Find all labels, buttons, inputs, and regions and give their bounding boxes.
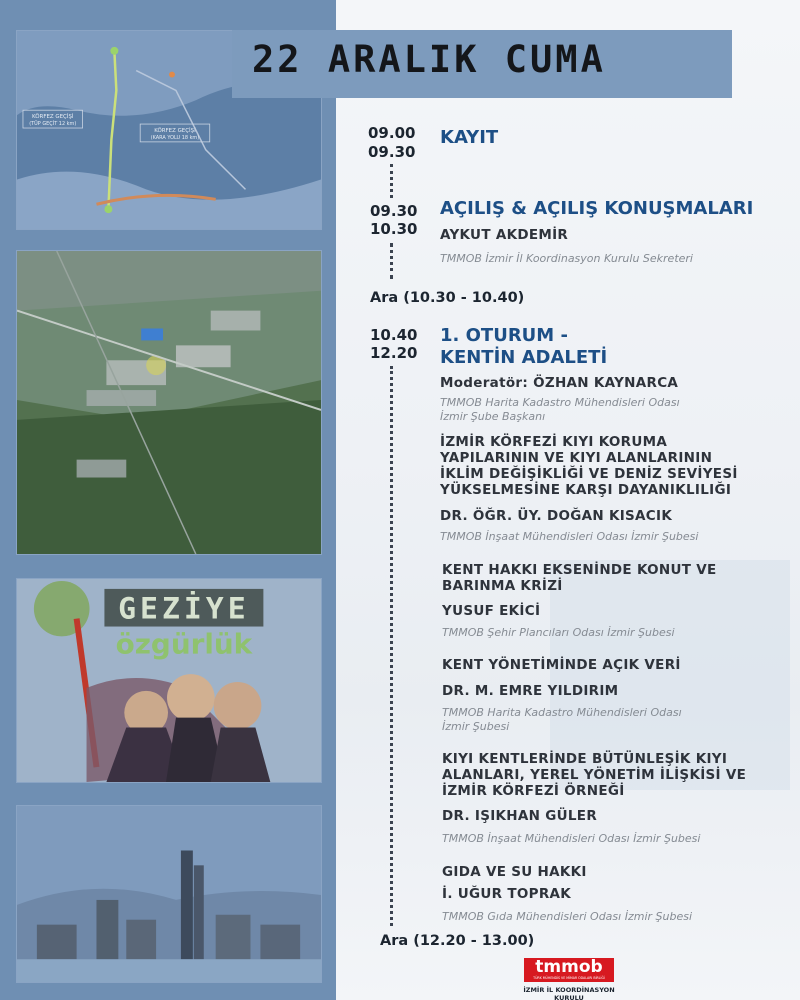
tmmob-logo-caption: İZMİR İL KOORDİNASYON KURULU [523, 986, 615, 1000]
break-1: Ara (10.30 - 10.40) [370, 290, 525, 306]
opening-end-time: 10.30 [370, 220, 418, 238]
talk-1-speaker: DR. ÖĞR. ÜY. DOĞAN KISACIK [440, 508, 673, 524]
session-title-line-1: 1. OTURUM - [440, 325, 568, 346]
talk-4-org: TMMOB İnşaat Mühendisleri Odası İzmir Şubesi [442, 832, 701, 845]
geziye-ozgurluk-poster-image [16, 578, 322, 783]
session-end-time: 12.20 [370, 344, 418, 362]
opening-speaker-org: TMMOB İzmir İl Koordinasyon Kurulu Sekreteri [440, 252, 693, 265]
talk-1-topic-line: İZMİR KÖRFEZİ KIYI KORUMA [440, 434, 668, 450]
timeline-connector [390, 366, 393, 926]
moderator-org-line-2: İzmir Şube Başkanı [440, 410, 546, 423]
map-label-tunnel: KÖRFEZ GEÇİŞİ [32, 114, 74, 121]
map-label-tunnel-length: (TÜP GEÇİT 12 km) [29, 121, 77, 128]
map-label-road: KÖRFEZ GEÇİŞİ [154, 127, 196, 134]
talk-4-topic-line: ALANLARI, YEREL YÖNETİM İLİŞKİSİ VE [442, 767, 747, 783]
talk-4-speaker: DR. IŞIKHAN GÜLER [442, 808, 598, 824]
talk-3-speaker: DR. M. EMRE YILDIRIM [442, 683, 619, 699]
aerial-campus-image [16, 250, 322, 555]
talk-4-topic-line: İZMİR KÖRFEZİ ÖRNEĞİ [442, 783, 625, 799]
talk-2-speaker: YUSUF EKİCİ [442, 603, 541, 619]
session-title-line-2: KENTİN ADALETİ [440, 347, 608, 368]
opening-speaker: AYKUT AKDEMİR [440, 227, 569, 243]
poster-text-geziye: GEZİYE [118, 591, 250, 627]
moderator: Moderatör: ÖZHAN KAYNARCA [440, 375, 679, 391]
talk-5-org: TMMOB Gıda Mühendisleri Odası İzmir Şubesi [442, 910, 693, 923]
timeline-connector [390, 164, 393, 198]
poster-text-ozgurluk: özgürlük [115, 627, 253, 661]
talk-1-topic-line: YAPILARININ VE KIYI ALANLARININ [440, 450, 713, 466]
talk-5-speaker: İ. UĞUR TOPRAK [442, 886, 572, 902]
kayit-heading: KAYIT [440, 127, 499, 148]
break-2: Ara (12.20 - 13.00) [380, 933, 535, 949]
kayit-start-time: 09.00 [368, 124, 416, 142]
opening-start-time: 09.30 [370, 202, 418, 220]
moderator-org-line-1: TMMOB Harita Kadastro Mühendisleri Odası [440, 396, 680, 409]
kayit-end-time: 09.30 [368, 143, 416, 161]
talk-1-topic-line: YÜKSELMESİNE KARŞI DAYANIKLILIĞI [440, 482, 732, 498]
talk-3-topic-line: KENT YÖNETİMİNDE AÇIK VERİ [442, 657, 681, 673]
tmmob-logo-subtext: TÜRK MÜHENDİS VE MİMAR ODALARI BİRLİĞİ [533, 976, 605, 980]
map-label-road-length: (KARA YOLU 18 km) [150, 134, 200, 141]
izmir-skyline-image [16, 805, 322, 983]
opening-heading: AÇILIŞ & AÇILIŞ KONUŞMALARI [440, 198, 754, 219]
talk-1-topic-line: İKLİM DEĞİŞİKLİĞİ VE DENİZ SEVİYESİ [440, 466, 738, 482]
talk-2-topic-line: BARINMA KRİZİ [442, 578, 563, 594]
page-title: 22 ARALIK CUMA [252, 38, 606, 81]
talk-1-org: TMMOB İnşaat Mühendisleri Odası İzmir Şubesi [440, 530, 699, 543]
talk-2-topic-line: KENT HAKKI EKSENİNDE KONUT VE [442, 562, 717, 578]
talk-4-topic-line: KIYI KENTLERİNDE BÜTÜNLEŞİK KIYI [442, 751, 728, 767]
talk-5-topic-line: GIDA VE SU HAKKI [442, 864, 587, 880]
talk-3-org-line-1: TMMOB Harita Kadastro Mühendisleri Odası [442, 706, 682, 719]
tmmob-logo: tmmob [524, 958, 614, 982]
talk-2-org: TMMOB Şehir Plancıları Odası İzmir Şubesi [442, 626, 675, 639]
timeline-connector [390, 243, 393, 279]
talk-3-org-line-2: İzmir Şubesi [442, 720, 510, 733]
session-start-time: 10.40 [370, 326, 418, 344]
